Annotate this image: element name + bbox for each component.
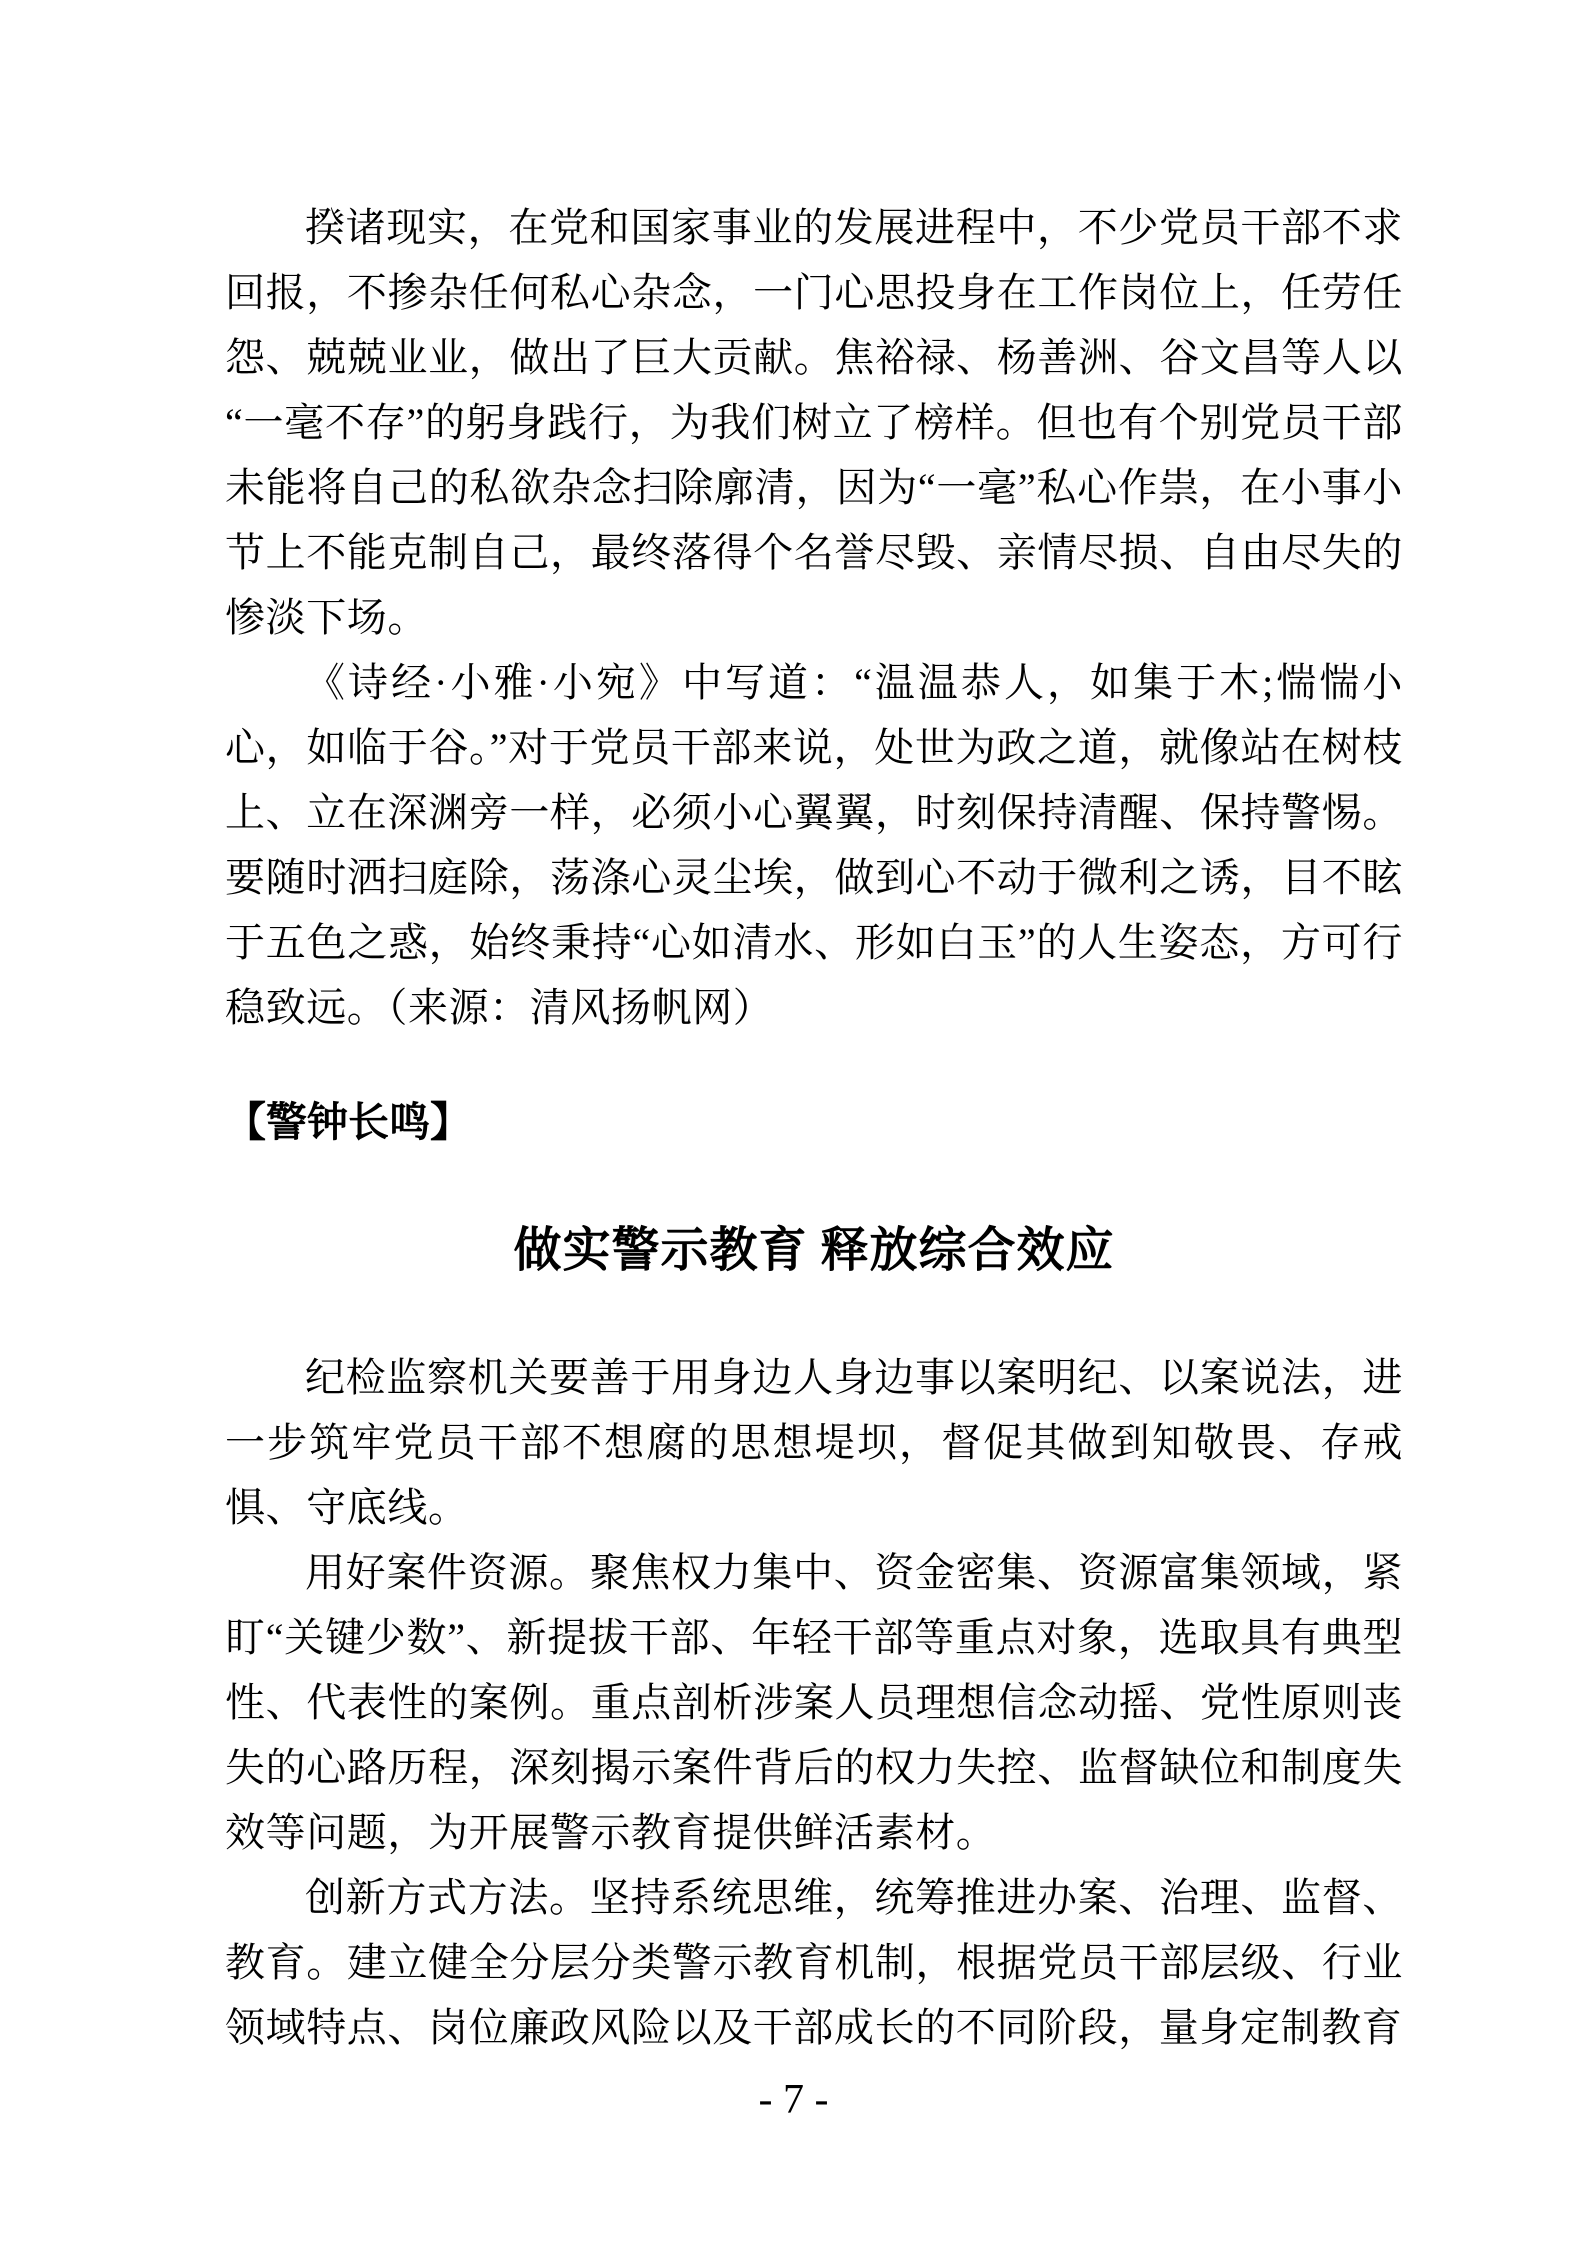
article-title: 做实警示教育 释放综合效应 bbox=[513, 1224, 1115, 1277]
document-content bbox=[225, 195, 1403, 2060]
section-header: 【警钟长鸣】 bbox=[225, 1099, 471, 1145]
paragraph-5: 创新方式方法。坚持系统思维，统筹推进办案、治理、监督、教育。建立健全分层分类警示教育机制，根据党员干部层级、行业领域特点、岗位廉政风险以及干部成长的不同阶段，量身定制教育 bbox=[225, 1875, 1403, 2050]
paragraph-4: 用好案件资源。聚焦权力集中、资金密集、资源富集领域，紧盯“关键少数”、新提拔干部、年轻干部等重点对象，选取具有典型性、代表性的案例。重点剖析涉案人员理想信念动摇、党性原则丧失的心路历程，深刻揭示案件背后的权力失控、监督缺位和制度失效等问题，为开展警示教育提供鲜活素材。 bbox=[225, 1550, 1403, 1855]
paragraph-1: 揆诸现实，在党和国家事业的发展进程中，不少党员干部不求回报，不掺杂任何私心杂念，一门心思投身在工作岗位上，任劳任怨、兢兢业业，做出了巨大贡献。焦裕禄、杨善洲、谷文昌等人以“一毫不存”的躬身践行，为我们树立了榜样。但也有个别党员干部未能将自己的私欲杂念扫除廓清，因为“一毫”私心作祟，在小事小节上不能克制自己，最终落得个名誉尽毁、亲情尽损、自由尽失的惨淡下场。 bbox=[225, 205, 1403, 640]
paragraph-2: 《诗经·小雅·小宛》中写道：“温温恭人，如集于木;惴惴小心，如临于谷。”对于党员干部来说，处世为政之道，就像站在树枝上、立在深渊旁一样，必须小心翼翼，时刻保持清醒、保持警惕。要随时洒扫庭除，荡涤心灵尘埃，做到心不动于微利之诱，目不眩于五色之惑，始终秉持“心如清水、形如白玉”的人生姿态，方可行稳致远。（来源：清风扬帆网） bbox=[225, 660, 1403, 1030]
paragraph-3: 纪检监察机关要善于用身边人身边事以案明纪、以案说法，进一步筑牢党员干部不想腐的思想堤坝，督促其做到知敬畏、存戒惧、守底线。 bbox=[225, 1355, 1403, 1530]
page-number: - 7 - bbox=[758, 2077, 829, 2123]
